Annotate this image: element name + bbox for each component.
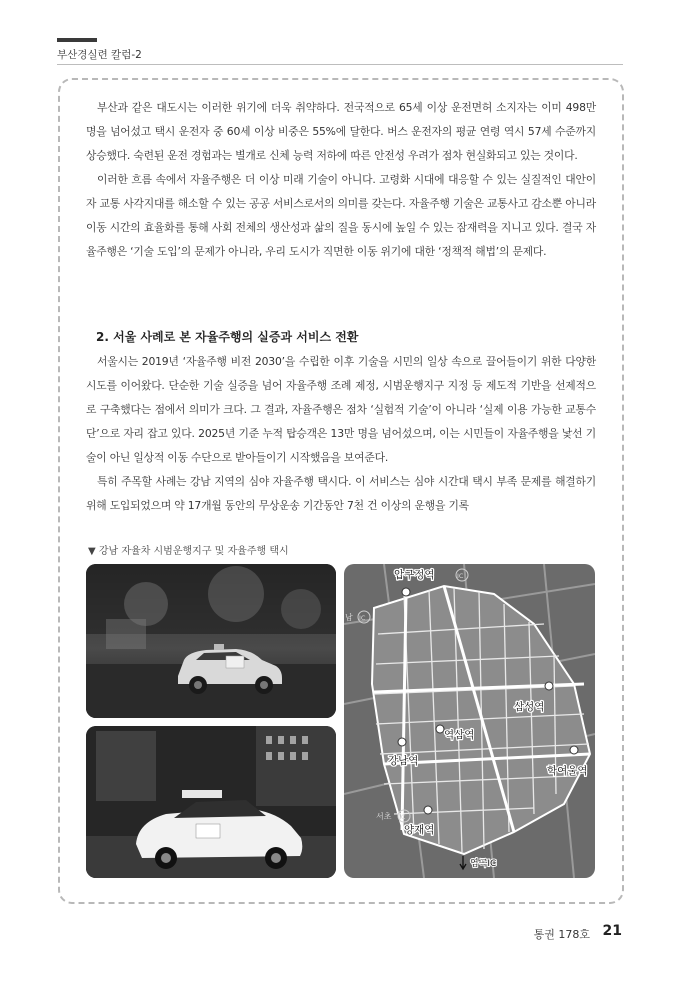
photo-autonomous-taxi-street: [86, 564, 336, 718]
section-title: 2. 서울 사례로 본 자율주행의 실증과 서비스 전환: [96, 330, 359, 344]
station-yeoksam: 역삼역: [444, 729, 475, 741]
paragraph-4: 특히 주목할 사례는 강남 지역의 심야 자율주행 택시다. 이 서비스는 심야 시간대 택시 부족 문제를 해결하기 위해 도입되었으며 약 17개월 동안의 무상운송 기간동안 7천 건 이상의 운행을 기록: [86, 475, 596, 512]
issue-label: 통권 178호: [533, 928, 590, 941]
figure-caption: ▼ 강남 자율차 시범운행지구 및 자율주행 택시: [88, 546, 289, 557]
edge-label-yeomgok-ic: 염곡IC: [470, 859, 497, 869]
edge-label-seocho: 서초: [376, 812, 392, 821]
photo-autonomous-taxi-night: [86, 726, 336, 878]
station-apgujeong: 압구정역: [394, 569, 435, 581]
page-number: 21: [602, 923, 622, 939]
article-body-bottom: [86, 350, 596, 518]
station-hagyeoul: 학여울역: [547, 765, 588, 777]
article-body-top: [86, 96, 596, 264]
ic-label-3: IC: [399, 813, 406, 821]
station-yangjae: 양재역: [404, 824, 435, 836]
header-accent-bar: [57, 38, 97, 42]
station-samseong: 삼성역: [514, 701, 545, 713]
ic-label-1: IC: [457, 572, 464, 580]
header-rule: [57, 64, 623, 65]
paragraph-2: 이러한 흐름 속에서 자율주행은 더 이상 미래 기술이 아니다. 고령화 시대에 대응할 수 있는 실질적인 대안이자 교통 사각지대를 해소할 수 있는 공공 서비스로서의 의미를 갖는다. 자율주행 기술은 교통사고 감소뿐 아니라 이동 시간의 효율화를 통해 사회 전체의 생산성과 삶의 질을 동시에 높일 수 있는 잠재력을 지니고 있다. 결국 자율주행은 ‘기술 도입’의 문제가 아니라, 우리 도시가 직면한 이동 위기에 대한 ‘정책적 해법’의 문제다.: [86, 173, 596, 258]
edge-label-nam: 남: [345, 613, 353, 622]
station-gangnam: 강남역: [388, 755, 419, 767]
running-title: 부산경실련 칼럼-2: [57, 49, 142, 61]
paragraph-1: 부산과 같은 대도시는 이러한 위기에 더욱 취약하다. 전국적으로 65세 이상 운전면허 소지자는 이미 498만 명을 넘어섰고 택시 운전자 중 60세 이상 비중은 55%에 달한다. 버스 운전자의 평균 연령 역시 57세 수준까지 상승했다. 숙련된 운전 경험과는 별개로 신체 능력 저하에 따른 안전성 우려가 점차 현실화되고 있는 것이다.: [86, 101, 596, 162]
paragraph-3: 서울시는 2019년 ‘자율주행 비전 2030’을 수립한 이후 기술을 시민의 일상 속으로 끌어들이기 위한 다양한 시도를 이어왔다. 단순한 기술 실증을 넘어 자율주행 조례 제정, 시범운행지구 지정 등 제도적 기반을 선제적으로 구축했다는 점에서 의미가 크다. 그 결과, 자율주행은 점차 ‘실험적 기술’이 아니라 ‘실제 이용 가능한 교통수단’으로 자리 잡고 있다. 2025년 기준 누적 탑승객은 13만 명을 넘어섰으며, 이는 시민들이 자율주행을 낯선 기술이 아닌 일상적 이동 수단으로 받아들이기 시작했음을 보여준다.: [86, 355, 596, 464]
gangnam-pilot-zone-map: [344, 564, 595, 878]
ic-label-2: IC: [359, 614, 366, 622]
